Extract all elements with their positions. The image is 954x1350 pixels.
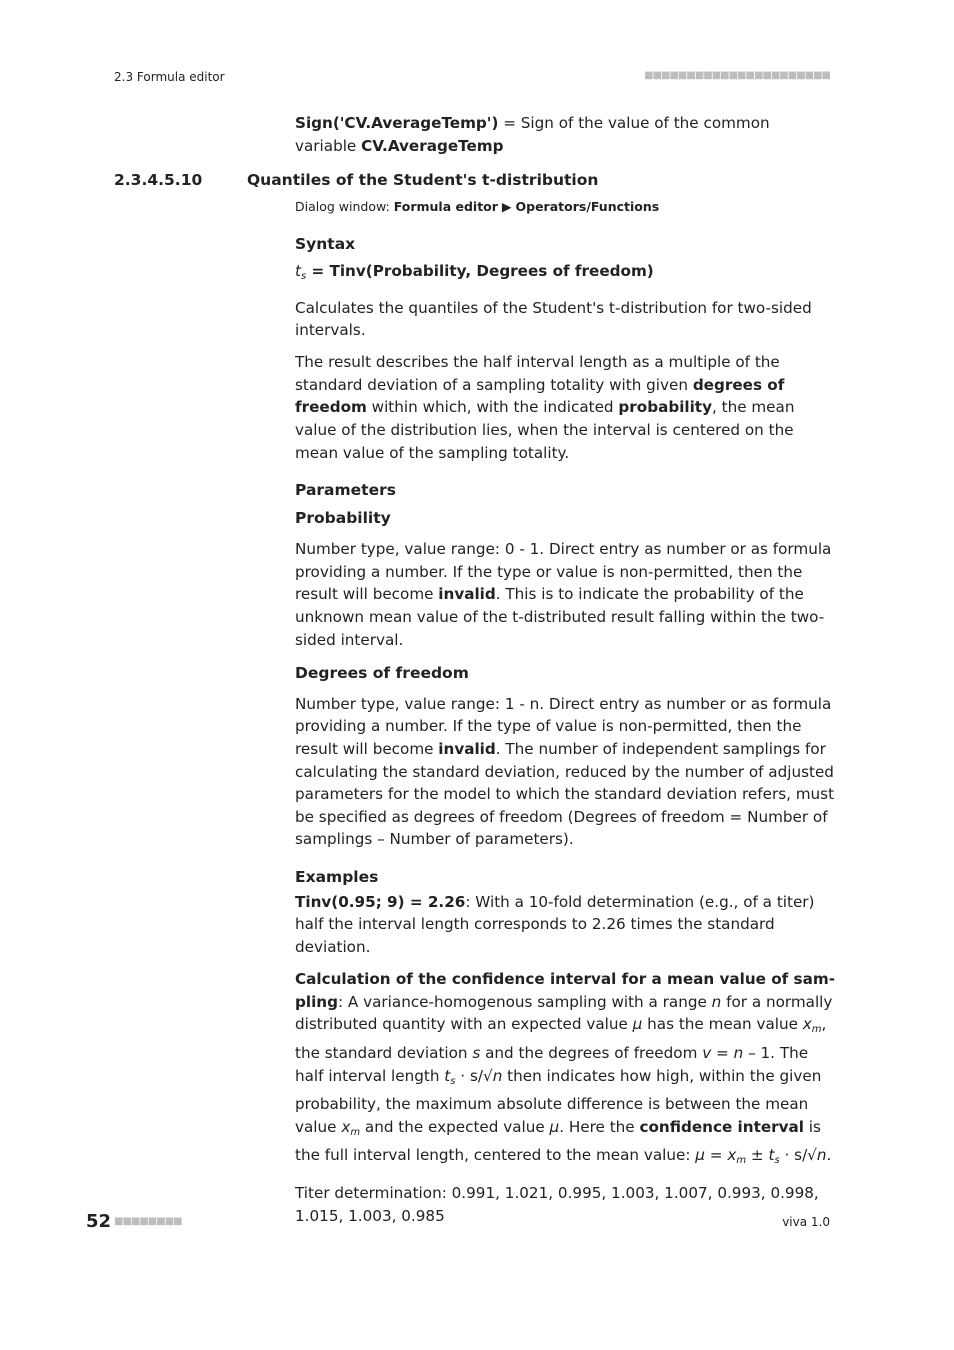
- prob-a: Number type, value range: 0 - 1. Direct entry as number or as formula providing a number. If the type or value is non-permitted, then the result will become: [295, 540, 832, 604]
- titer-values: Titer determination: 0.991, 1.021, 0.995, 1.003, 1.007, 0.993, 0.998, 1.015, 1.003, 0.985: [295, 1184, 819, 1225]
- header-dots: ■■■■■■■■■■■■■■■■■■■■■■: [644, 70, 830, 81]
- section-title: Quantiles of the Student's t-distribution: [247, 171, 599, 189]
- formula-s: s: [300, 271, 307, 282]
- sign-expr: Sign('CV.AverageTemp'): [295, 114, 499, 132]
- main-body: [295, 232, 835, 1237]
- dof-desc: [295, 693, 835, 851]
- syntax-heading: Syntax: [295, 235, 356, 253]
- formula-t: t: [295, 262, 301, 280]
- header-section: 2.3 Formula editor: [114, 70, 225, 84]
- footer-product: viva 1.0: [782, 1215, 830, 1229]
- probability-heading: Probability: [295, 509, 391, 528]
- syntax-p2: [295, 351, 835, 464]
- dialog-path-1: Formula editor: [393, 199, 498, 214]
- examples-heading: Examples: [295, 867, 379, 886]
- footer-dots: ■■■■■■■■: [114, 1216, 182, 1227]
- syntax-p2-e: , the mean value of the distribution lies, when the interval is centered on the mean value of the sampling totality.: [295, 398, 795, 462]
- dof-b: invalid: [438, 739, 496, 758]
- arrow-icon: ▶: [497, 199, 516, 214]
- syntax-p2-d: probability: [618, 398, 712, 417]
- prob-c: . This is to indicate the probability of the unknown mean value of the t-distributed result falling within the two-sided interval.: [295, 585, 825, 649]
- syntax-formula: [295, 260, 835, 289]
- dialog-prefix: Dialog window:: [295, 199, 394, 214]
- dof-c: . The number of independent samplings for calculating the standard deviation, reduced by the number of adjusted parameters for the model to which the standard deviation refers, must be specified as degrees of freedom (Degrees of freedom = Number of samplings – Number of parameters).: [295, 739, 835, 849]
- example-2: Calculation of the confidence interval for a mean value of sampling: A variance-homogenous sampling with a range n for a normally distributed quantity with an expected value μ has the mean value $x_m$, the standard deviation s and the degrees of freedom v = n – 1. The half interval length $t_s \cdot s/√n$ then indicates how high, within the given probability, the maximum absolute difference is between the mean value $x_m$ and the expected value μ. Here the confidence interval is the full interval length, centered to the mean value: $\mu = x_m \pm t_s \cdot s/√n$.: [295, 970, 835, 1167]
- syntax-p2-a: The result describes the half interval length as a multiple of the standard deviation of a sampling totality with given: [295, 353, 780, 394]
- page-number: 52: [86, 1211, 112, 1232]
- formula-rhs: = Tinv(Probability, Degrees of freedom): [306, 262, 654, 280]
- syntax-p2-b: degrees of freedom: [295, 375, 785, 417]
- section-number: 2.3.4.5.10: [114, 171, 203, 189]
- dialog-path-2: Operators/Functions: [515, 199, 660, 214]
- ex1-bold: Tinv(0.95; 9) = 2.26: [295, 892, 466, 911]
- syntax-p1: Calculates the quantiles of the Student's t-distribution for two-sided intervals.: [295, 298, 812, 340]
- probability-desc: [295, 538, 835, 651]
- example-1: [295, 891, 835, 959]
- prob-b: invalid: [438, 585, 496, 604]
- parameters-heading: Parameters: [295, 481, 396, 500]
- sign-desc: = Sign of the value of the common variable: [295, 114, 770, 155]
- dof-heading: Degrees of freedom: [295, 663, 469, 682]
- sign-var: CV.AverageTemp: [361, 136, 504, 155]
- intro-paragraph: [295, 112, 835, 167]
- confidence-interval-term: confidence interval: [639, 1117, 804, 1136]
- dialog-path: [295, 199, 659, 214]
- syntax-p2-c: within which, with the indicated: [366, 398, 619, 417]
- ex2-bold: Calculation of the confidence interval for a mean value of sampling: [295, 970, 835, 1011]
- dof-a: Number type, value range: 1 - n. Direct entry as number or as formula providing a number. If the type of value is non-permitted, then the result will become: [295, 694, 832, 758]
- ex1-text: : With a 10-fold determination (e.g., of a titer) half the interval length corresponds to 2.26 times the standard deviation.: [295, 892, 815, 957]
